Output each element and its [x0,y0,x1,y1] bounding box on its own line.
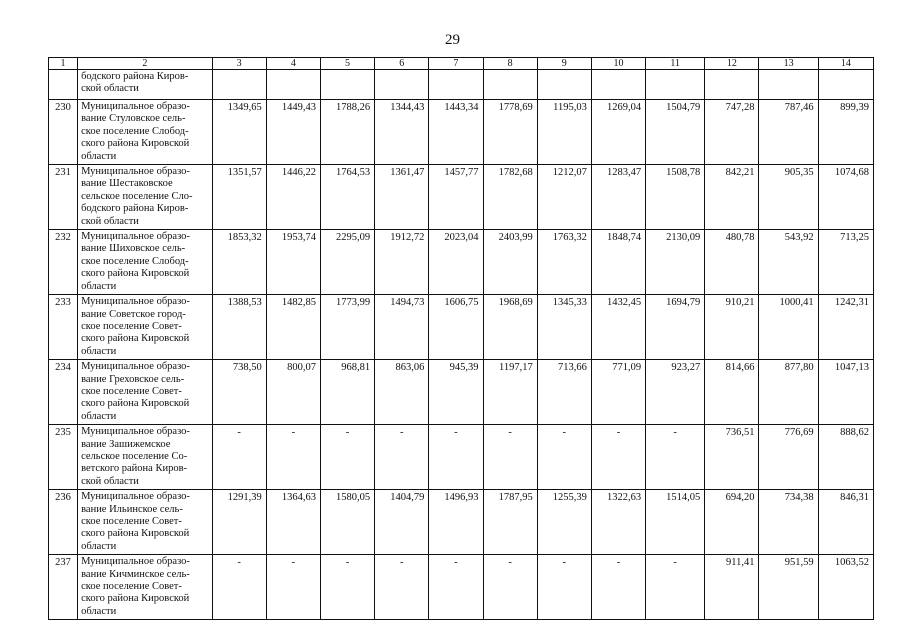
name-line: Муниципальное образо- [81,491,190,503]
name-line: вание Шиховское сель- [81,243,186,255]
value-cell: 945,39 [429,360,483,425]
value-cell: 1047,13 [818,360,873,425]
value-cell: 1508,78 [646,165,705,230]
name-line: ское поселение Совет- [81,581,182,593]
value-cell: - [375,425,429,490]
value-cell: - [375,555,429,620]
column-header: 5 [320,58,374,70]
value-cell: 911,41 [705,555,759,620]
name-line: ской области [81,215,139,227]
name-line: сельское поселение Сло- [81,190,193,202]
name-line: сельское поселение Со- [81,450,188,462]
row-number: 233 [49,295,78,360]
value-cell: 1482,85 [266,295,320,360]
value-cell: 1446,22 [266,165,320,230]
name-line: области [81,540,117,552]
name-line: вание Стуловское сель- [81,113,186,125]
value-cell: 1457,77 [429,165,483,230]
value-cell: 736,51 [705,425,759,490]
value-cell: 1074,68 [818,165,873,230]
value-cell: 776,69 [759,425,818,490]
name-line: бодского района Киров- [81,203,189,215]
municipality-name [78,490,212,555]
value-cell: 480,78 [705,230,759,295]
value-cell: 1404,79 [375,490,429,555]
value-cell: 713,25 [818,230,873,295]
column-header: 12 [705,58,759,70]
column-header: 7 [429,58,483,70]
name-line: ского района Кировской [81,333,190,345]
row-number: 234 [49,360,78,425]
name-line: области [81,410,117,422]
value-cell: 1063,52 [818,555,873,620]
value-cell: - [646,555,705,620]
value-cell [646,70,705,100]
value-cell: - [429,555,483,620]
row-number: 237 [49,555,78,620]
value-cell: 1000,41 [759,295,818,360]
value-cell: 1432,45 [591,295,645,360]
name-line: вание Ильинское сель- [81,503,183,515]
value-cell [818,70,873,100]
name-line: ского района Кировской [81,268,190,280]
value-cell [483,70,537,100]
value-cell: 1787,95 [483,490,537,555]
value-cell: 1968,69 [483,295,537,360]
name-line: Муниципальное образо- [81,101,190,112]
column-header: 10 [591,58,645,70]
value-cell: 694,20 [705,490,759,555]
name-line: области [81,345,117,357]
value-cell [429,70,483,100]
value-cell [320,70,374,100]
value-cell: 814,66 [705,360,759,425]
value-cell: - [537,555,591,620]
name-line: Муниципальное образо- [81,556,190,568]
row-number: 230 [49,100,78,165]
value-cell [705,70,759,100]
column-header: 14 [818,58,873,70]
value-cell: 747,28 [705,100,759,165]
value-cell: - [212,425,266,490]
value-cell: - [429,425,483,490]
value-cell: 1449,43 [266,100,320,165]
value-cell: 877,80 [759,360,818,425]
value-cell: 1345,33 [537,295,591,360]
value-cell [591,70,645,100]
value-cell: 1344,43 [375,100,429,165]
value-cell: 787,46 [759,100,818,165]
value-cell: 2403,99 [483,230,537,295]
value-cell: 1212,07 [537,165,591,230]
value-cell: 1255,39 [537,490,591,555]
value-cell: - [483,425,537,490]
name-line: ского района Кировской [81,593,190,605]
value-cell: 713,66 [537,360,591,425]
value-cell: 2023,04 [429,230,483,295]
value-cell: - [212,555,266,620]
name-line: ской области [81,83,139,95]
value-cell: 846,31 [818,490,873,555]
name-line: вание Шестаковское [81,178,173,190]
value-cell: 1606,75 [429,295,483,360]
value-cell: 2130,09 [646,230,705,295]
name-line: вание Зашижемское [81,438,171,450]
column-header: 6 [375,58,429,70]
value-cell: 800,07 [266,360,320,425]
value-cell: 910,21 [705,295,759,360]
value-cell: 968,81 [320,360,374,425]
data-table [48,57,874,620]
value-cell: 1782,68 [483,165,537,230]
value-cell: 1763,32 [537,230,591,295]
municipality-name [78,425,212,490]
value-cell: 1580,05 [320,490,374,555]
name-line: вание Греховское сель- [81,373,185,385]
name-line: ского района Кировской [81,398,190,410]
municipality-name [78,360,212,425]
value-cell: 1291,39 [212,490,266,555]
municipality-name [78,70,212,100]
value-cell [375,70,429,100]
name-line: Муниципальное образо- [81,231,190,243]
column-header: 4 [266,58,320,70]
value-cell: 1514,05 [646,490,705,555]
value-cell: - [591,425,645,490]
value-cell: 2295,09 [320,230,374,295]
value-cell: 923,27 [646,360,705,425]
value-cell [537,70,591,100]
value-cell [266,70,320,100]
value-cell: 888,62 [818,425,873,490]
column-header: 2 [78,58,212,70]
column-header: 13 [759,58,818,70]
column-header: 11 [646,58,705,70]
table-row [49,100,874,165]
name-line: вание Советское город- [81,308,186,320]
value-cell: 1953,74 [266,230,320,295]
value-cell: 1788,26 [320,100,374,165]
value-cell: 1504,79 [646,100,705,165]
value-cell: 1361,47 [375,165,429,230]
value-cell: - [266,555,320,620]
value-cell: 1197,17 [483,360,537,425]
value-cell: 1778,69 [483,100,537,165]
value-cell: 1388,53 [212,295,266,360]
table-row [49,70,874,100]
value-cell: 863,06 [375,360,429,425]
table-row [49,425,874,490]
value-cell: - [320,425,374,490]
value-cell: 1195,03 [537,100,591,165]
municipality-name [78,555,212,620]
value-cell: 1764,53 [320,165,374,230]
value-cell: 1349,65 [212,100,266,165]
page-number: 29 [445,32,460,48]
value-cell: 1283,47 [591,165,645,230]
name-line: ское поселение Совет- [81,516,182,527]
municipality-name [78,230,212,295]
value-cell: 1351,57 [212,165,266,230]
value-cell: - [266,425,320,490]
table-row [49,165,874,230]
name-line: ской области [81,475,139,487]
column-header: 1 [49,58,78,70]
name-line: ское поселение Слобод- [81,125,189,137]
value-cell: 1912,72 [375,230,429,295]
value-cell: 899,39 [818,100,873,165]
row-number: 232 [49,230,78,295]
municipality-name [78,295,212,360]
value-cell [212,70,266,100]
value-cell: 1853,32 [212,230,266,295]
value-cell: 1848,74 [591,230,645,295]
name-line: области [81,280,117,292]
value-cell: - [320,555,374,620]
name-line: Муниципальное образо- [81,296,190,308]
column-header: 8 [483,58,537,70]
table-row [49,490,874,555]
value-cell: 734,38 [759,490,818,555]
name-line: ского района Кировской [81,138,190,150]
name-line: ское поселение Слобод- [81,255,189,267]
value-cell: - [646,425,705,490]
value-cell: 771,09 [591,360,645,425]
name-line: области [81,150,117,162]
row-number: 236 [49,490,78,555]
name-line: ское поселение Совет- [81,385,182,397]
value-cell: - [537,425,591,490]
row-number: 235 [49,425,78,490]
name-line: бодского района Киров- [81,71,189,82]
value-cell: 1322,63 [591,490,645,555]
value-cell: 1773,99 [320,295,374,360]
value-cell: 1242,31 [818,295,873,360]
name-line: ветского района Киров- [81,463,188,475]
value-cell: 738,50 [212,360,266,425]
value-cell: 905,35 [759,165,818,230]
name-line: вание Кичминское сель- [81,568,190,580]
table-header-row [49,58,874,70]
value-cell: 1496,93 [429,490,483,555]
value-cell: 1364,63 [266,490,320,555]
value-cell: - [591,555,645,620]
value-cell: 1443,34 [429,100,483,165]
row-number [49,70,78,100]
table-row [49,295,874,360]
name-line: ского района Кировской [81,528,190,540]
table-row [49,555,874,620]
name-line: Муниципальное образо- [81,426,190,438]
municipality-name [78,165,212,230]
value-cell: 951,59 [759,555,818,620]
value-cell [759,70,818,100]
name-line: Муниципальное образо- [81,166,190,178]
value-cell: 1494,73 [375,295,429,360]
name-line: Муниципальное образо- [81,361,190,373]
value-cell: 842,21 [705,165,759,230]
row-number: 231 [49,165,78,230]
name-line: ское поселение Совет- [81,320,182,332]
column-header: 3 [212,58,266,70]
value-cell: - [483,555,537,620]
table-row [49,360,874,425]
value-cell: 543,92 [759,230,818,295]
table-row [49,230,874,295]
value-cell: 1269,04 [591,100,645,165]
column-header: 9 [537,58,591,70]
name-line: области [81,605,117,617]
municipality-name [78,100,212,165]
value-cell: 1694,79 [646,295,705,360]
